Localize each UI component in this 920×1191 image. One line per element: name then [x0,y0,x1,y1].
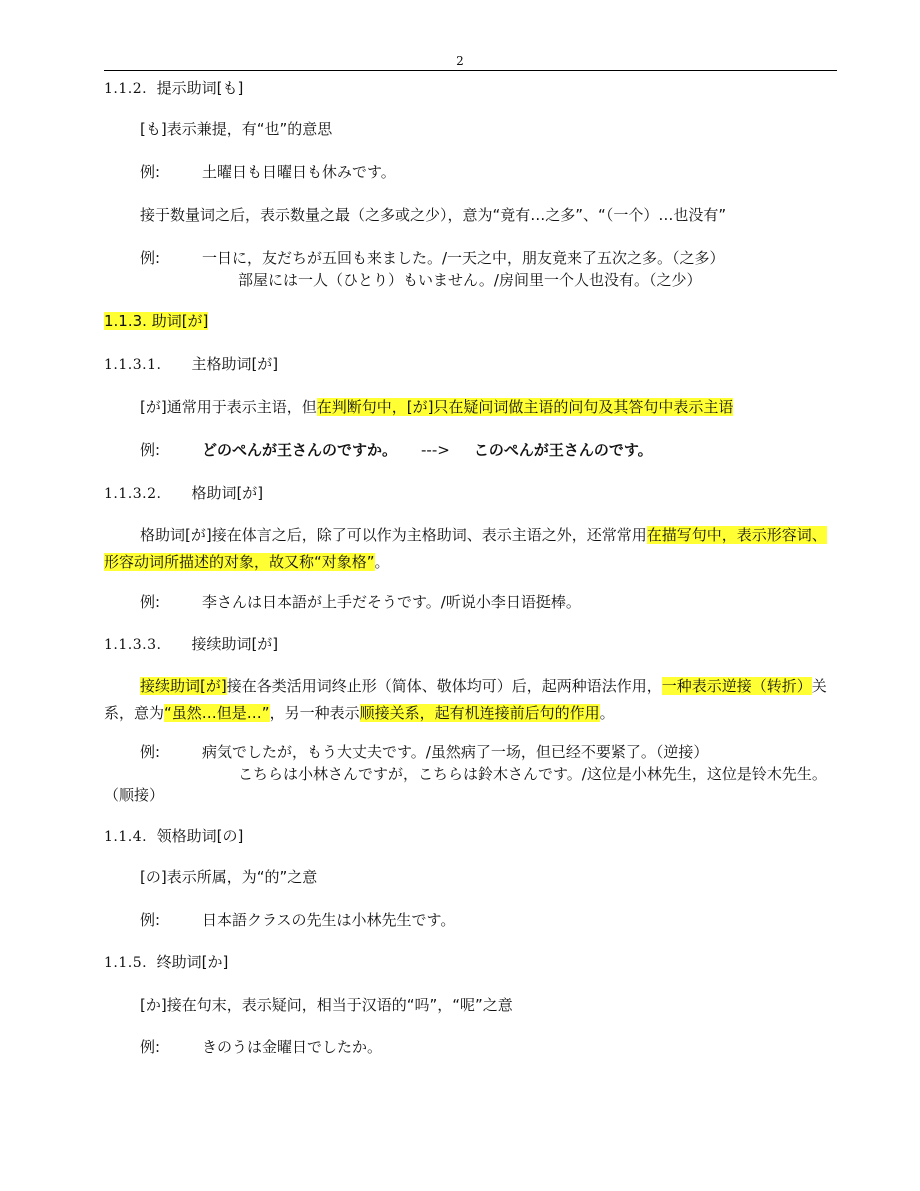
page-number: 2 [456,54,464,68]
highlighted-text: 在描写句中，表示形容词、形容动词所描述的对象，故又称“对象格” [104,526,827,571]
section-heading-1-1-3-2 [104,482,839,503]
section-title: 1.1.3. 助词[が] [104,312,209,330]
example-text: このぺんが王さんのです。 [473,441,653,459]
section-title: 主格助词[が] [191,355,279,373]
highlighted-text: 一种表示逆接（转折） [661,677,812,695]
example-label: 例: [140,249,161,267]
highlighted-text: 接续助词[が] [140,677,227,695]
example-text: 病気でしたが，もう大丈夫です。/虽然病了一场，但已经不要紧了。（逆接） [202,743,709,761]
paragraph [140,396,875,417]
example-line [140,1036,875,1057]
example-label: 例: [140,163,161,181]
example-label: 例: [140,441,161,459]
paragraph: [か]接在句末，表示疑问，相当于汉语的“吗”，“呢”之意 [140,996,513,1014]
section-number: 1.1.5. [104,955,148,971]
section-title: 领格助词[の] [156,827,244,845]
example-text: 部屋には一人（ひとり）もいません。/房间里一个人也没有。（之少） [238,271,702,289]
section-number: 1.1.4. [104,829,148,845]
example-text: 李さんは日本語が上手だそうです。/听说小李日语挺棒。 [202,593,581,611]
example-text: 一日に，友だちが五回も来ました。/一天之中，朋友竟来了五次之多。（之多） [202,249,725,267]
example-text: 日本語クラスの先生は小林先生です。 [202,911,456,929]
example-label: 例: [140,593,161,611]
paragraph-text: [が]通常用于表示主语，但 [140,398,317,416]
example-line [140,741,875,762]
section-heading-1-1-3 [104,310,839,331]
paragraph-text: ，另一种表示 [269,704,360,722]
section-number: 1.1.3.2. [104,486,162,502]
example-line [140,439,875,460]
paragraph [104,673,839,727]
section-title: 终助词[か] [156,953,229,971]
example-text: 土曜日も日曜日も休みです。 [202,163,396,181]
section-number: 1.1.2. [104,81,148,97]
section-number: 1.1.3.3. [104,637,162,653]
example-label: 例: [140,911,161,929]
section-heading-1-1-3-1 [104,353,839,374]
paragraph: 接于数量词之后，表示数量之最（之多或之少），意为“竟有…之多”、“（一个）…也没有” [140,206,727,224]
example-line [140,591,875,612]
section-title: 接续助词[が] [191,635,279,653]
paragraph-text: 接在各类活用词终止形（简体、敬体均可）后，起两种语法作用， [226,677,662,695]
example-line [140,909,875,930]
paragraph-text: 格助词[が]接在体言之后，除了可以作为主格助词、表示主语之外，还常常用 [140,526,647,544]
section-heading-1-1-5 [104,951,839,972]
section-heading-1-1-2 [104,77,839,98]
paragraph [104,522,839,576]
example-line [140,161,875,182]
example-text: きのうは金曜日でしたか。 [202,1038,383,1056]
highlighted-text: 在判断句中，[が]只在疑问词做主语的问句及其答句中表示主语 [316,398,734,416]
example-line [140,247,875,268]
example-label: 例: [140,743,161,761]
paragraph-text: 。 [599,704,615,722]
paragraph-text: 关系，意为 [104,677,827,722]
section-title: 格助词[が] [191,484,264,502]
arrow-text: ---> [421,441,450,459]
example-text: （顺接） [104,786,165,804]
example-text: こちらは小林さんですが，こちらは鈴木さんです。/这位是小林先生，这位是铃木先生。 [238,765,827,783]
section-heading-1-1-3-3 [104,633,839,654]
paragraph: [も]表示兼提，有“也”的意思 [140,120,333,138]
example-label: 例: [140,1038,161,1056]
section-title: 提示助词[も] [156,79,244,97]
highlighted-text: “虽然…但是…” [164,704,270,722]
section-number: 1.1.3.1. [104,357,162,373]
paragraph-text: 。 [374,553,390,571]
section-heading-1-1-4 [104,825,839,846]
example-text: どのぺんが王さんのですか。 [202,441,398,459]
highlighted-text: 顺接关系，起有机连接前后句的作用 [359,704,600,722]
paragraph: [の]表示所属，为“的”之意 [140,868,318,886]
header-rule [104,70,837,71]
